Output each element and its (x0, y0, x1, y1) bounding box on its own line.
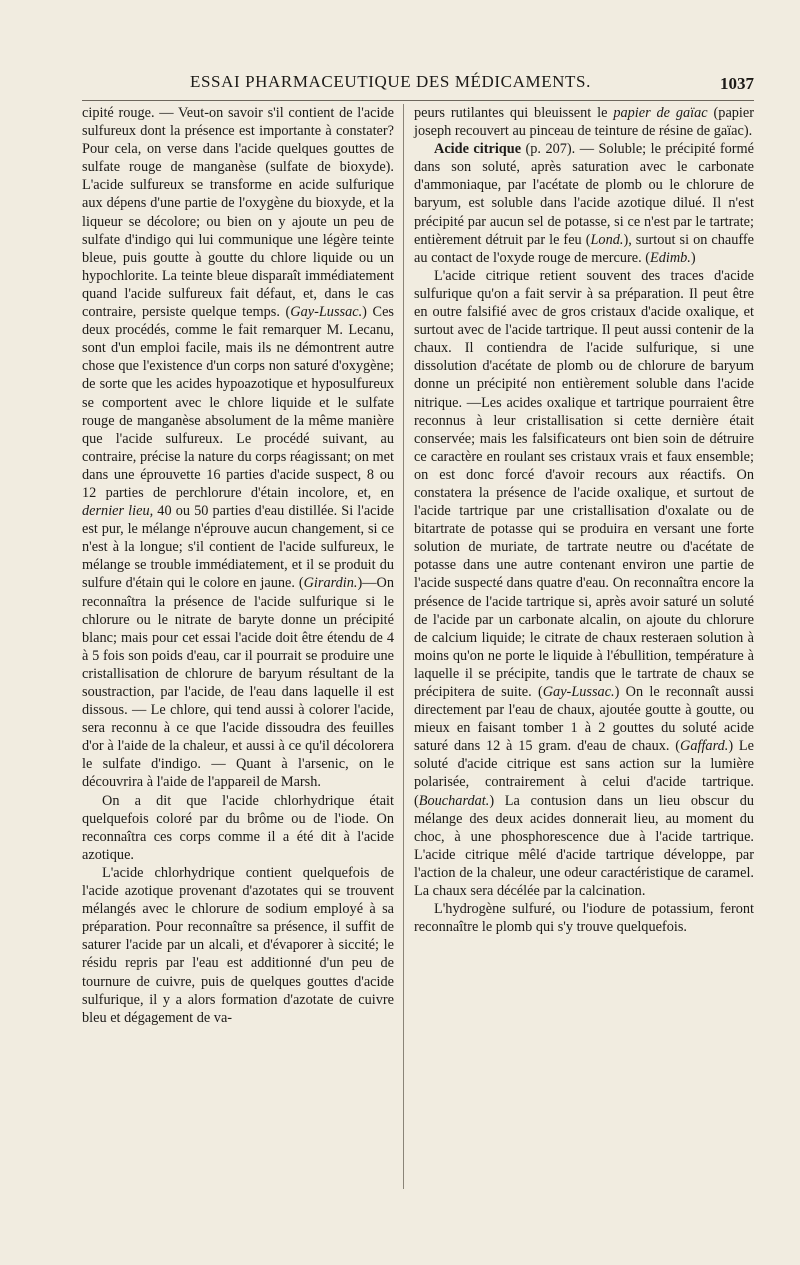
right-column (414, 104, 754, 936)
text-run: )—On reconnaîtra la présence de l'acide sulfurique si le chlorure ou le nitrate de baryte donne un précipité blanc; mais pour cet essai l'acide doit être étendu de 4 à 5 fois son poids d'eau, car il pourrait se produire une cristallisation de chlorure de baryum résultant de la soustraction, par l'acide, de l'eau dans laquelle il est dissous. — Le chlore, qui tend aussi à colorer l'acide, sera reconnu à ce que l'acide dissoudra des feuilles d'or à l'aide de la chaleur, et aussi à ce qu'il décolorera le sulfate d'indigo. — Quant à l'arsenic, on le découvrira à l'aide de l'appareil de Marsh. (82, 575, 394, 791)
paragraph: L'hydrogène sulfuré, ou l'iodure de potassium, feront reconnaître le plomb qui s'y trouve quelquefois. (414, 901, 754, 936)
text-run: ) On le reconnaît aussi directement par l'eau de chaux, ajoutée goutte à goutte, ou mieux en faisant tomber 1 à 2 gouttes du soluté acide saturé dans 12 à 15 gram. d'eau de chaux. ( (414, 684, 754, 755)
citation: Gay-Lussac. (290, 304, 363, 321)
page-number: 1037 (720, 74, 754, 93)
paragraph (414, 267, 754, 900)
text-run: peurs rutilantes qui bleuissent le (414, 105, 614, 121)
paragraph: L'acide chlorhydrique contient quelquefois de l'acide azotique provenant d'azotates qui se trouvent mélangés avec le chlorure de sodium employé à sa préparation. Pour reconnaître sa présence, il suffit de saturer l'acide par un alcali, et d'évaporer à siccité; le résidu repris par l'eau est additionné d'un peu de tournure de cuivre, puis de quelques gouttes d'acide sulfurique, il y a alors formation d'azotate de cuivre bleu et dégagement de va- (82, 864, 394, 1026)
text-run: L'acide citrique retient souvent des traces d'acide sulfurique qu'on a fait servir à sa préparation. Il peut être en outre falsifié avec de gros cristaux d'acide oxalique, et surtout avec de l'acide tartrique. Il peut aussi contenir de la chaux. Il contiendra de l'acide sulfurique, si une dissolution d'acétate de plomb ou de chlorure de baryum donne un précipité non entièrement soluble dans l'acide nitrique. —Les acides oxalique et tartrique pourraient être reconnus à leur cristallisation si cette dernière était conservée; mais les falsificateurs ont bien soin de détruire ce caractère en roulant ses cristaux vrais et faux ensemble; on est donc forcé d'avoir recours aux réactifs. On constatera la présence de l'acide oxalique, et surtout de l'acide tartrique par une cristallisation d'oxalate ou de bitartrate de potasse qui se produira en versant une forte solution de muriate, de tartrate neutre ou d'acétate de potasse dans une autre contenant environ une partie de l'acide suspecté dans quatre d'eau. On reconnaîtra encore la présence de l'acide tartrique si, après avoir saturé un soluté de l'acide par un carbonate alcalin, on ajoute du chlorure de calcium liquide; le citrate de chaux resteraen solution à moins qu'on ne porte le liquide à l'ébullition, température à laquelle il se précipite, tandis que le tartrate de chaux se précipitera de suite. ( (414, 267, 754, 700)
text-run: ) Ces deux procédés, comme le fait remarquer M. Lecanu, sont d'un emploi facile, mais ils ne démontrent autre chose que l'existence d'un corps non saturé d'oxygène; de sorte que les acides hypoazotique et hyposulfureux se comportent avec le chlore liquide et le sulfate rouge de manganèse absolument de la même manière que l'acide sulfureux. Le procédé suivant, au contraire, précise la nature du corps réagissant; on met dans une éprouvette 16 parties d'acide suspect, 8 ou 12 parties de perchlorure d'étain incolore, et, en (82, 304, 394, 501)
paragraph (414, 104, 754, 140)
citation: Gaffard. (680, 738, 729, 755)
paragraph (82, 104, 394, 792)
text-run: ) Le soluté d'acide citrique est sans action sur la lumière polarisée, contrairement à celui d'acide tartrique. ( (414, 738, 754, 809)
citation: Gay-Lussac. (542, 684, 615, 700)
text-run: ) La contusion dans un lieu obscur du mélange des deux acides donnerait lieu, au moment du choc, à une phosphorescence due à l'acide tartrique. L'acide citrique mêlé d'acide tartrique développe, par l'action de la chaleur, une odeur caractéristique de caramel. La chaux sera décélée par la calcination. (414, 792, 754, 900)
text-run: cipité rouge. — Veut-on savoir s'il contient de l'acide sulfureux dont la présence est importante à constater? Pour cela, on verse dans l'acide quelques gouttes de sulfate rouge de manganèse (sulfate de bioxyde). L'acide sulfureux se transforme en acide sulfurique aux dépens d'une partie de l'oxygène du bioxyde, et la liqueur se décolore; ou bien on y ajoute un peu de sulfate d'indigo qui lui communique une légère teinte bleue, puis goutte à goutte du chlore liquide ou un hypochlorite. La teinte bleue disparaît immédiatement quand l'acide sulfureux fait défaut, et, dans le cas contraire, persiste quelque temps. ( (82, 105, 394, 321)
text-run: (p. 207). — Soluble; le précipité formé dans son soluté, après saturation avec le carbonate d'ammoniaque, par l'acétate de plomb ou le chlorure de baryum, est soluble dans l'acide azotique dilué. Il n'est précipité par aucun sel de potasse, si ce n'est par le tartrate; entièrement détruit par le feu ( (414, 141, 754, 248)
section-heading: Acide citrique (434, 141, 522, 158)
emphasis: dernier lieu, (82, 503, 154, 520)
citation: Bouchardat. (418, 792, 490, 809)
running-header (82, 70, 754, 101)
section-paragraph (414, 140, 754, 267)
text-run: ) (690, 249, 696, 266)
text-run: (papier joseph recouvert au pinceau de teinture de résine de gaïac). (414, 105, 755, 140)
running-title: ESSAI PHARMACEUTIQUE DES MÉDICAMENTS. (190, 72, 591, 91)
citation: Lond. (590, 231, 624, 248)
text-run: 40 ou 50 parties d'eau distillée. Si l'acide est pur, le mélange n'éprouve aucun changement, si ce n'est à la longue; s'il contient de l'acide sulfureux, le mélange se trouble immédiatement, et il se produit du sulfure d'étain qui le colore en jaune. ( (82, 503, 394, 592)
citation: Girardin. (303, 575, 358, 592)
column-divider (403, 104, 404, 1189)
left-column (82, 104, 394, 1027)
text-run: ), surtout si on chauffe au contact de l'oxyde rouge de mercure. ( (414, 231, 754, 266)
citation: Edimb. (649, 249, 691, 266)
emphasis: papier de gaïac (613, 105, 708, 121)
paragraph: On a dit que l'acide chlorhydrique était quelquefois coloré par du brôme ou de l'iode. On reconnaîtra ces corps comme il a été dit à l'acide azotique. (82, 792, 394, 863)
